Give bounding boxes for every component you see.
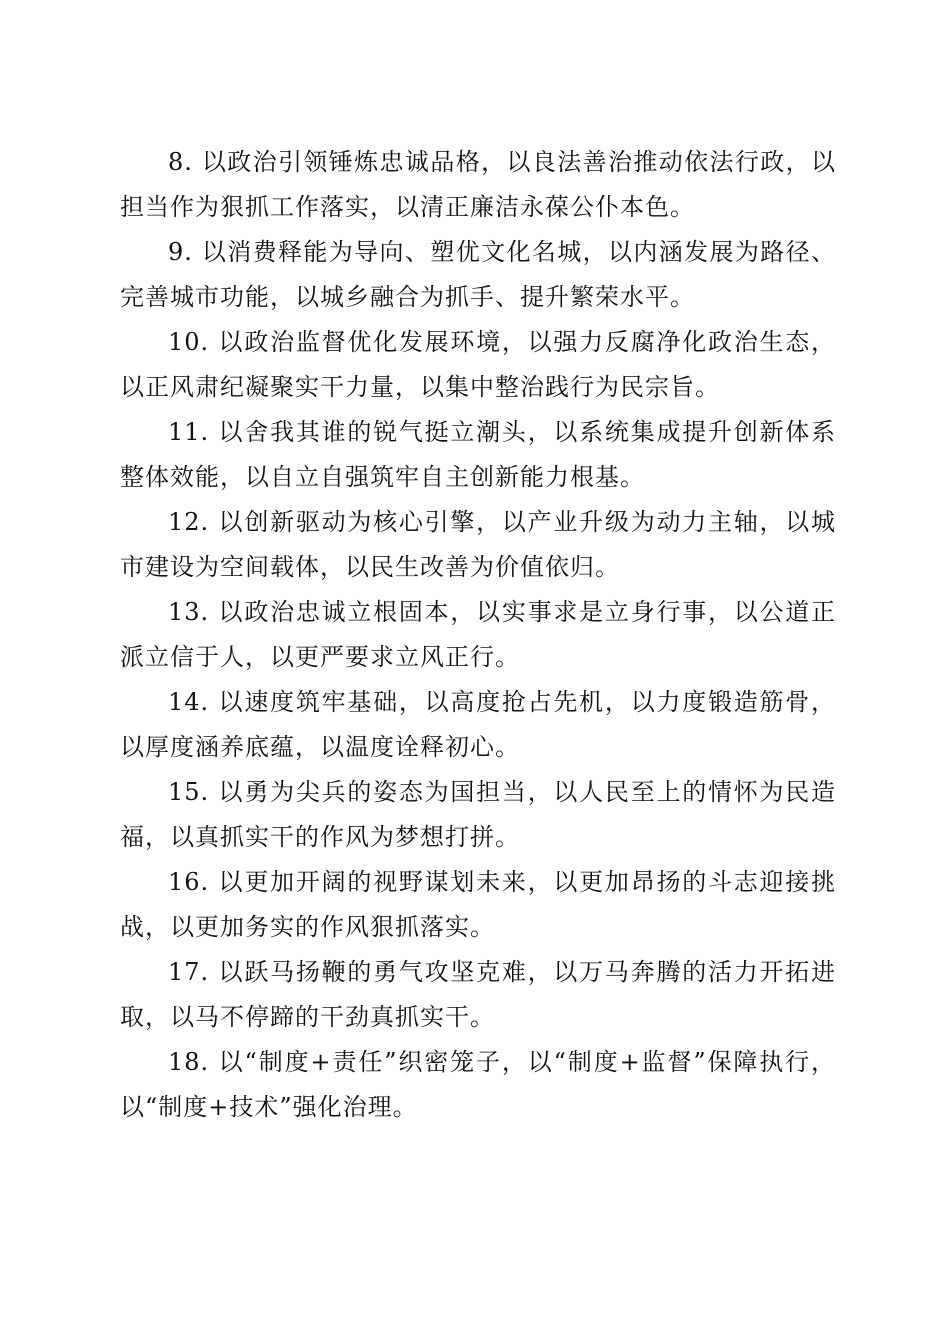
paragraph-11: 11. 以舍我其谁的锐气挺立潮头，以系统集成提升创新体系整体效能，以自立自强筑牢自主创新能力根基。 (120, 418, 836, 491)
paragraph-10: 10. 以政治监督优化发展环境，以强力反腐净化政治生态，以正风肃纪凝聚实干力量，以集中整治践行为民宗旨。 (120, 328, 836, 401)
paragraph-15: 15. 以勇为尖兵的姿态为国担当，以人民至上的情怀为民造福，以真抓实干的作风为梦想打拼。 (120, 778, 836, 851)
paragraph-9: 9. 以消费释能为导向、塑优文化名城，以内涵发展为路径、完善城市功能，以城乡融合为抓手、提升繁荣水平。 (120, 238, 836, 311)
paragraph-16: 16. 以更加开阔的视野谋划未来，以更加昂扬的斗志迎接挑战，以更加务实的作风狠抓落实。 (120, 868, 836, 941)
paragraph-18: 18. 以“制度+责任”织密笼子，以“制度+监督”保障执行，以“制度+技术”强化治理。 (120, 1048, 836, 1121)
document-body (120, 140, 836, 1130)
paragraph-17: 17. 以跃马扬鞭的勇气攻坚克难，以万马奔腾的活力开拓进取，以马不停蹄的干劲真抓实干。 (120, 958, 836, 1031)
paragraph-8: 8. 以政治引领锤炼忠诚品格，以良法善治推动依法行政，以担当作为狠抓工作落实，以清正廉洁永葆公仆本色。 (120, 148, 836, 221)
paragraph-14: 14. 以速度筑牢基础，以高度抢占先机，以力度锻造筋骨，以厚度涵养底蕴，以温度诠释初心。 (120, 688, 836, 761)
paragraph-13: 13. 以政治忠诚立根固本，以实事求是立身行事，以公道正派立信于人，以更严要求立风正行。 (120, 598, 836, 671)
paragraph-12: 12. 以创新驱动为核心引擎，以产业升级为动力主轴，以城市建设为空间载体，以民生改善为价值依归。 (120, 508, 836, 581)
